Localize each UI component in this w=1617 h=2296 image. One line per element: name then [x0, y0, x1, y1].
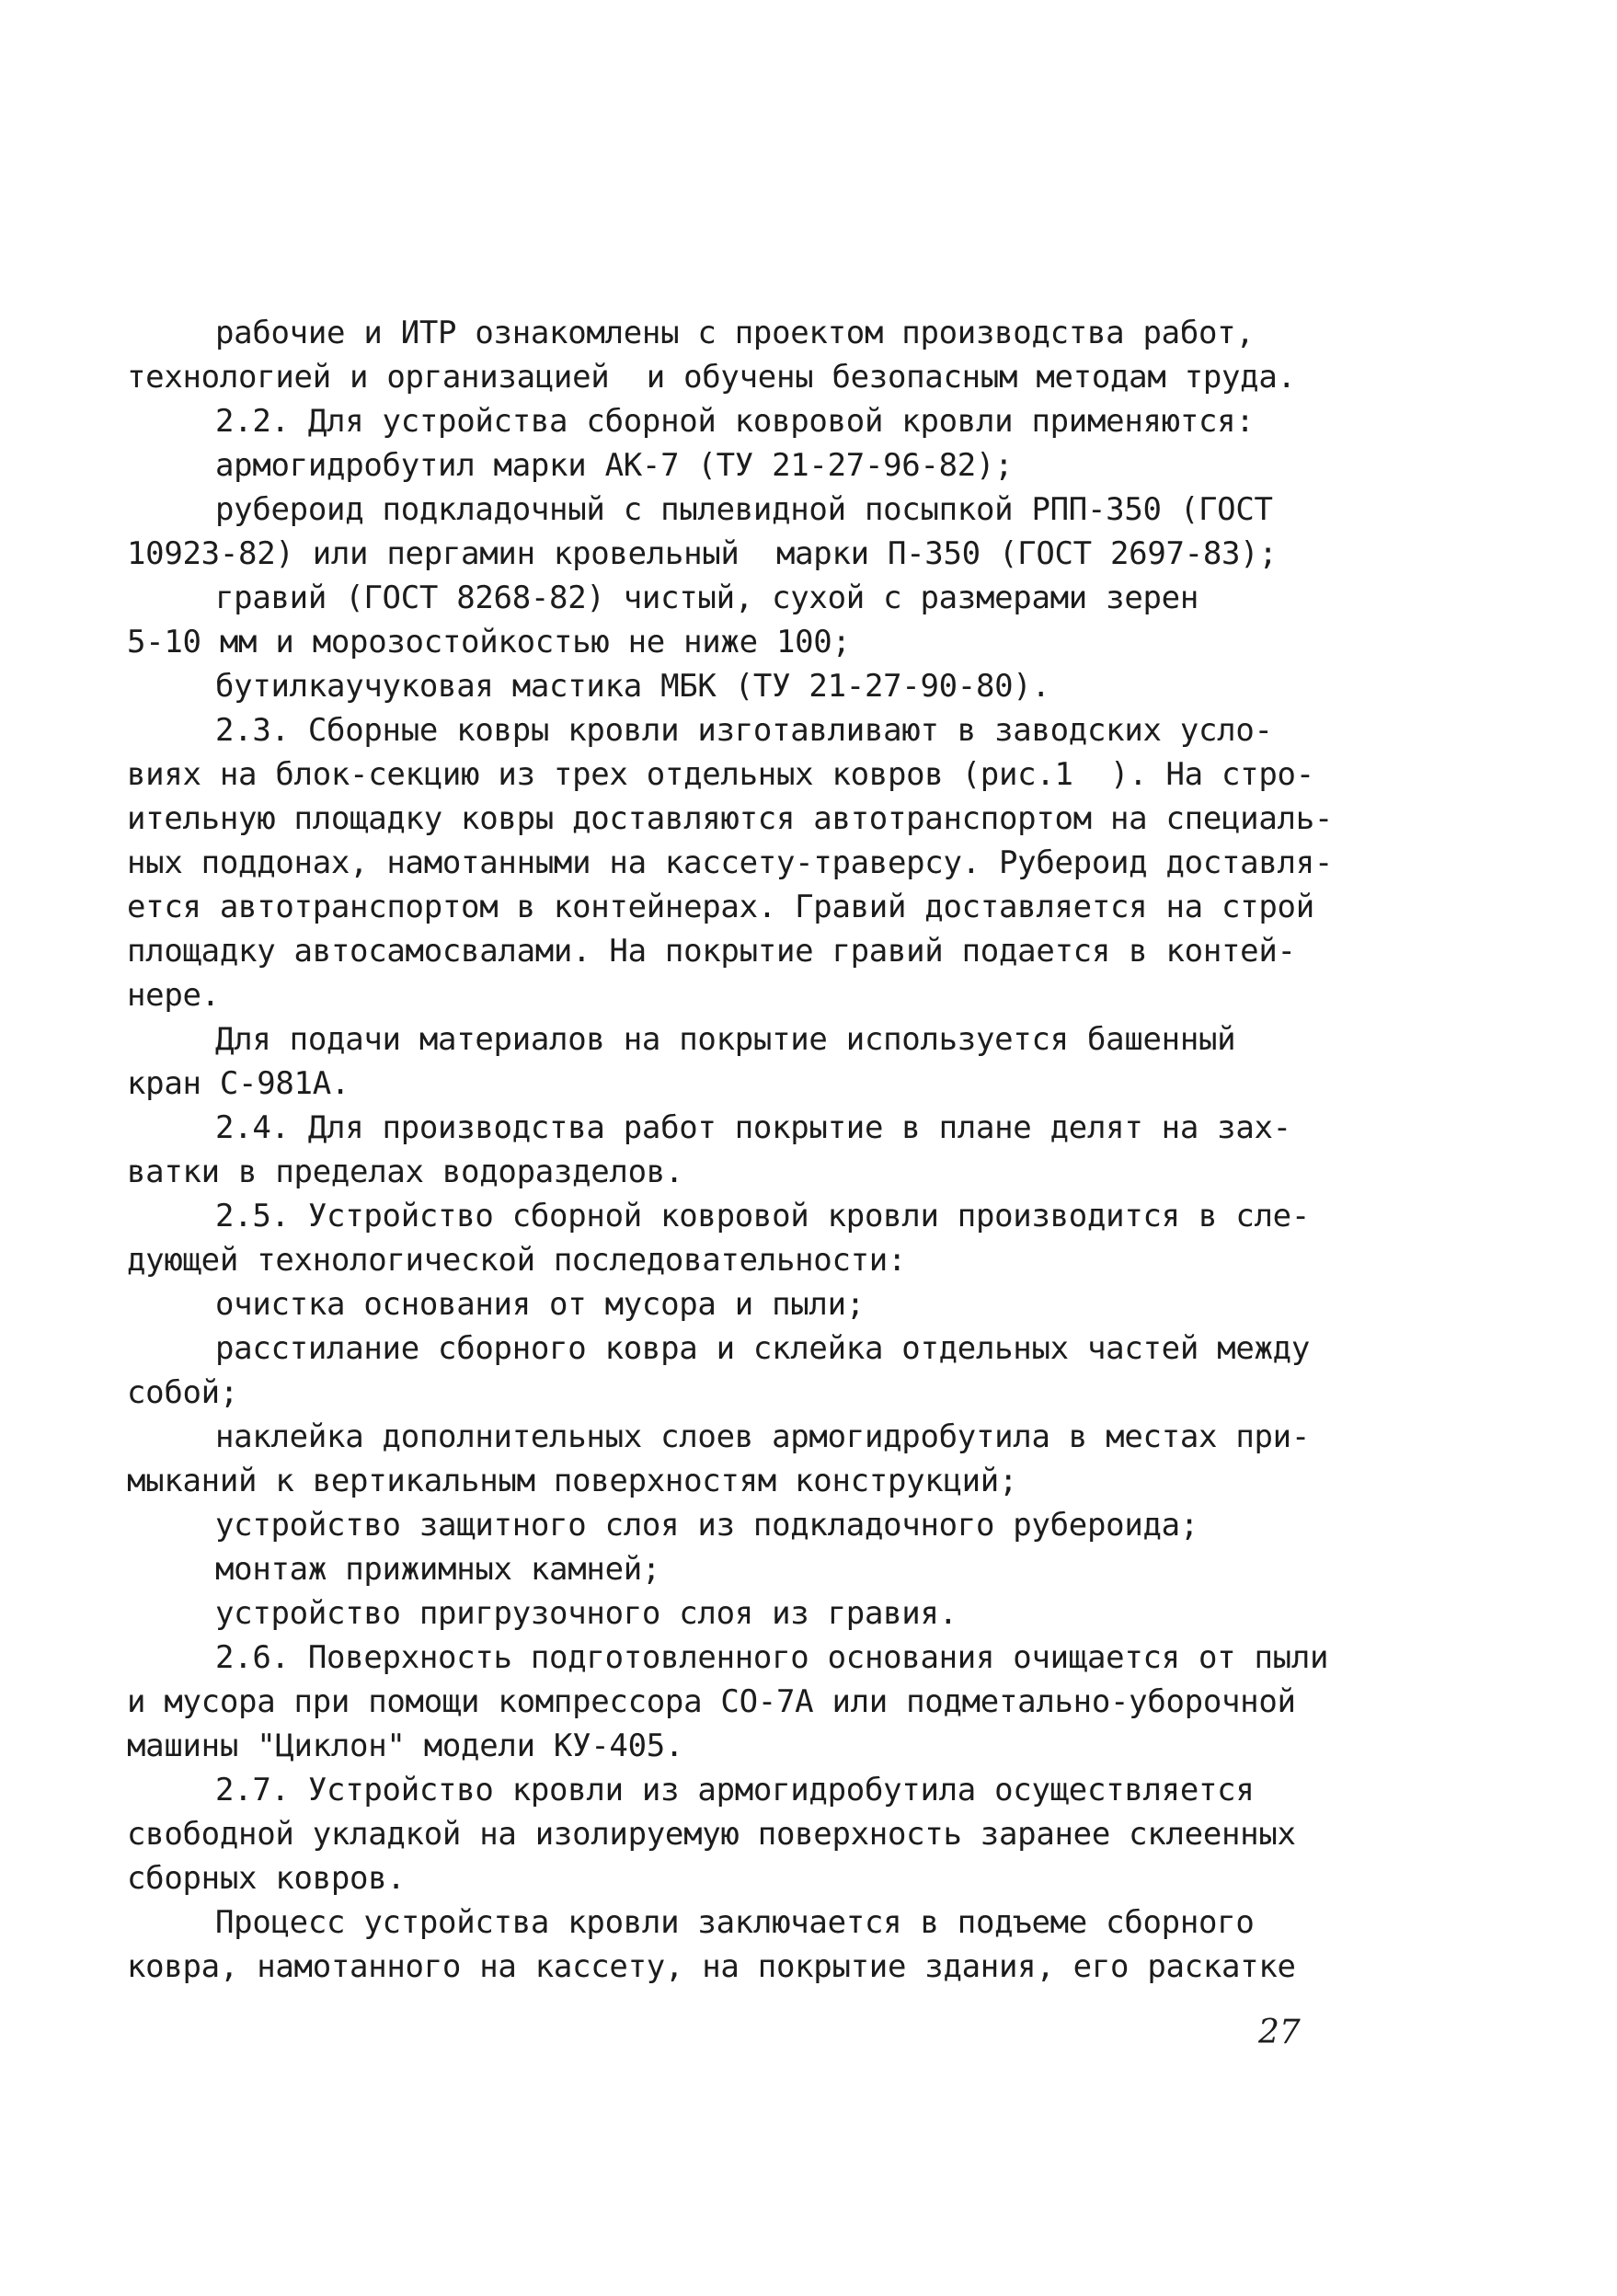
text-line: ковра, намотанного на кассету, на покрытие здания, его раскатке [127, 1948, 1296, 1985]
text-line: кран С-981А. [127, 1065, 350, 1102]
text-line: ется автотранспортом в контейнерах. Гравий доставляется на строй [127, 889, 1314, 925]
text-line: 2.7. Устройство кровли из армогидробутила осуществляется [215, 1772, 1255, 1808]
text-line: Процесс устройства кровли заключается в подъеме сборного [215, 1904, 1255, 1941]
text-line: дующей технологической последовательности: [127, 1242, 907, 1279]
text-line: площадку автосамосвалами. На покрытие гравий подается в контей- [127, 933, 1296, 970]
body-text [127, 311, 1334, 1989]
text-line: свободной укладкой на изолируемую поверхность заранее склеенных [127, 1816, 1296, 1853]
text-line: сборных ковров. [127, 1860, 406, 1897]
text-line: армогидробутил марки АК-7 (ТУ 21-27-96-82); [215, 447, 1014, 484]
text-line: Для подачи материалов на покрытие используется башенный [215, 1021, 1236, 1058]
text-line: наклейка дополнительных слоев армогидробутила в местах при- [215, 1418, 1311, 1455]
text-line: бутилкаучуковая мастика МБК (ТУ 21-27-90-80). [215, 668, 1050, 705]
text-line: рубероид подкладочный с пылевидной посыпкой РПП-350 (ГОСТ [215, 491, 1273, 528]
text-line: мыканий к вертикальным поверхностям конструкций; [127, 1463, 1018, 1499]
text-line: виях на блок-секцию из трех отдельных ковров (рис.1 ). На стро- [127, 756, 1314, 793]
text-line: 2.3. Сборные ковры кровли изготавливают в заводских усло- [215, 712, 1273, 749]
text-line: нере. [127, 977, 220, 1014]
text-line: ительную площадку ковры доставляются автотранспортом на специаль- [127, 800, 1334, 837]
text-line: ватки в пределах водоразделов. [127, 1154, 684, 1190]
text-line: расстилание сборного ковра и склейка отдельных частей между [215, 1330, 1311, 1367]
text-line: машины "Циклон" модели КУ-405. [127, 1728, 684, 1764]
text-line: 5-10 мм и морозостойкостью не ниже 100; [127, 624, 851, 660]
text-line: гравий (ГОСТ 8268-82) чистый, сухой с размерами зерен [215, 580, 1198, 616]
text-line: устройство пригрузочного слоя из гравия. [215, 1595, 958, 1632]
page-number: 27 [1258, 2014, 1301, 2051]
text-line: монтаж прижимных камней; [215, 1551, 661, 1588]
text-line: 2.6. Поверхность подготовленного основания очищается от пыли [215, 1639, 1329, 1676]
text-line: технологией и организацией и обучены безопасным методам труда. [127, 359, 1296, 396]
text-line: устройство защитного слоя из подкладочного рубероида; [215, 1507, 1198, 1544]
text-line: 10923-82) или пергамин кровельный марки П-350 (ГОСТ 2697-83); [127, 535, 1278, 572]
text-line: рабочие и ИТР ознакомлены с проектом производства работ, [215, 315, 1255, 351]
text-line: 2.4. Для производства работ покрытие в плане делят на зах- [215, 1109, 1291, 1146]
text-line: собой; [127, 1374, 239, 1411]
text-line: очистка основания от мусора и пыли; [215, 1286, 865, 1323]
text-line: 2.2. Для устройства сборной ковровой кровли применяются: [215, 403, 1255, 440]
text-line: 2.5. Устройство сборной ковровой кровли производится в сле- [215, 1198, 1311, 1234]
text-line: ных поддонах, намотанными на кассету-траверсу. Рубероид доставля- [127, 844, 1334, 881]
text-line: и мусора при помощи компрессора СО-7А или подметально-уборочной [127, 1683, 1296, 1720]
